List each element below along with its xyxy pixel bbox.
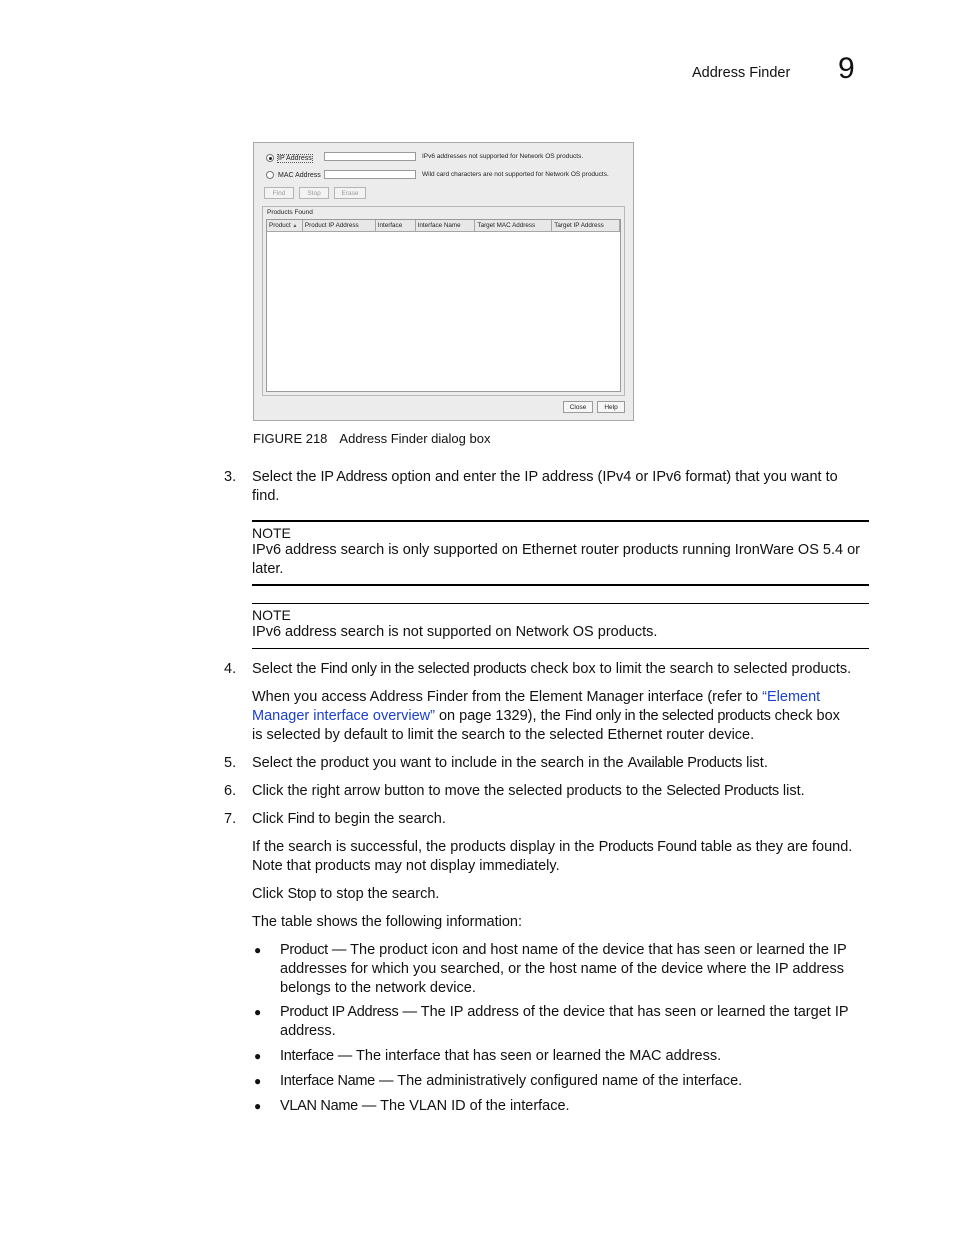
ip-address-radio[interactable] (266, 154, 274, 162)
mac-address-radio[interactable] (266, 171, 274, 179)
step-4-text: Select the Find only in the selected products check box to limit the search to selected products. (252, 661, 852, 677)
list-item: Product — The product icon and host name of the device that has seen or learned the IP addresses for which you searched, or the host name of the device where the IP address belongs to the network device. (280, 942, 847, 996)
figure-caption (253, 431, 490, 446)
step-number: 7. (224, 811, 237, 827)
list-item: Interface — The interface that has seen or learned the MAC address. (280, 1048, 722, 1064)
ip-address-label: IP Address (278, 154, 312, 162)
table-intro: The table shows the following information: (252, 914, 523, 930)
bullet-icon: ● (254, 1099, 262, 1113)
step-6-text: Click the right arrow button to move the selected products to the Selected Products list. (252, 783, 805, 799)
chapter-number: 9 (838, 52, 855, 85)
step-7-stop: Click Stop to stop the search. (252, 886, 440, 902)
table-header (267, 220, 620, 232)
products-found-group (262, 206, 625, 396)
note-rule-top (252, 603, 869, 604)
products-found-table[interactable] (266, 219, 621, 392)
list-item: Product IP Address — The IP address of the device that has seen or learned the target IP address. (280, 1004, 849, 1039)
element-manager-link[interactable]: Manager interface overview” (252, 708, 435, 724)
mac-address-input[interactable] (324, 170, 416, 179)
step-number: 5. (224, 755, 237, 771)
header-title: Address Finder (692, 65, 791, 81)
column-header-interface[interactable]: Interface (376, 220, 416, 231)
figure-title: Address Finder dialog box (339, 431, 491, 446)
column-header-target-mac[interactable]: Target MAC Address (475, 220, 552, 231)
bullet-icon: ● (254, 1049, 262, 1063)
note-rule-top (252, 520, 869, 522)
find-button[interactable]: Find (264, 187, 294, 199)
step-7-detail: If the search is successful, the products display in the Products Found table as they are found. Note that products may not display immediately. (252, 839, 853, 874)
column-header-interface-name[interactable]: Interface Name (416, 220, 476, 231)
note-text: IPv6 address search is only supported on Ethernet router products running IronWare OS 5.4 or later. (252, 542, 860, 577)
note-title: NOTE (252, 607, 291, 623)
erase-button[interactable]: Erase (334, 187, 366, 199)
bullet-icon: ● (254, 943, 262, 957)
note-text: IPv6 address search is not supported on Network OS products. (252, 624, 658, 640)
products-found-title: Products Found (267, 209, 313, 216)
ip-address-option[interactable] (266, 152, 324, 164)
list-item: VLAN Name — The VLAN ID of the interface. (280, 1098, 570, 1114)
list-item: Interface Name — The administratively configured name of the interface. (280, 1073, 743, 1089)
ip-address-input[interactable] (324, 152, 416, 161)
column-header-target-ip[interactable]: Target IP Address (552, 220, 620, 231)
column-header-product[interactable]: Product ▲ (267, 220, 303, 231)
column-header-product-ip[interactable]: Product IP Address (303, 220, 376, 231)
bullet-icon: ● (254, 1074, 262, 1088)
element-manager-link[interactable]: “Element (762, 689, 821, 705)
step-number: 4. (224, 661, 237, 677)
sort-ascending-icon: ▲ (292, 223, 298, 229)
note-title: NOTE (252, 525, 291, 541)
step-5-text: Select the product you want to include in the search in the Available Products list. (252, 755, 768, 771)
mac-address-label: MAC Address (278, 171, 321, 179)
mac-note: Wild card characters are not supported for Network OS products. (422, 171, 609, 178)
ip-note: IPv6 addresses not supported for Network OS products. (422, 153, 584, 160)
step-4-detail: When you access Address Finder from the Element Manager interface (refer to “Element Manager interface overview” on page 1329), the Find only in the selected products check box is selected by default to limit the search to the selected Ethernet router device. (252, 689, 840, 743)
step-3-text: Select the IP Address option and enter the IP address (IPv4 or IPv6 format) that you want to find. (252, 469, 838, 504)
stop-button[interactable]: Stop (299, 187, 329, 199)
step-7-text: Click Find to begin the search. (252, 811, 446, 827)
figure-label: FIGURE 218 (253, 431, 328, 446)
step-number: 3. (224, 469, 237, 485)
bullet-icon: ● (254, 1005, 262, 1019)
close-button[interactable]: Close (563, 401, 593, 413)
note-rule-bottom (252, 648, 869, 649)
mac-address-option[interactable] (266, 169, 324, 181)
address-finder-dialog (253, 142, 634, 421)
note-rule-bottom (252, 584, 869, 586)
help-button[interactable]: Help (597, 401, 625, 413)
step-number: 6. (224, 783, 237, 799)
